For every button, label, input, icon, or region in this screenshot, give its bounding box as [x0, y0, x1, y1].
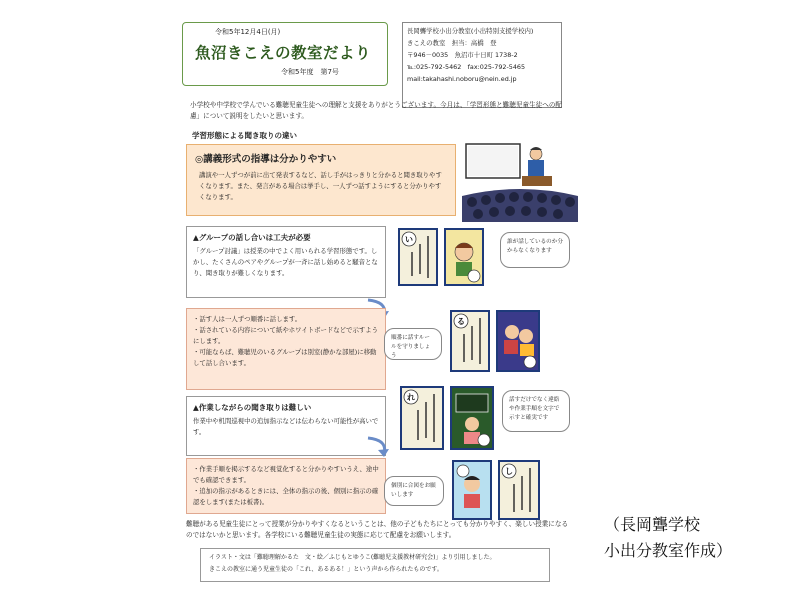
- karuta-picture-card: [450, 386, 494, 450]
- info-line: 〒946－0035 魚沼市十日町 1738-2: [407, 51, 518, 59]
- author-line: （長岡聾学校: [604, 515, 701, 534]
- group-text: 「グループ討議」は授業の中でよく用いられる学習形態です。しかし、たくさんのペアやグループが一斉に話し始めると騒音となり、聞き取りが難しくなります。: [193, 247, 378, 277]
- author-line: 小出分教室作成）: [604, 541, 733, 560]
- credit-line: きこえの教室に通う児童生徒の「これ、あるある！」という声から作られたものです。: [209, 566, 443, 573]
- info-line: 長岡聾学校小出分教室(小出特別支援学校内): [407, 27, 534, 35]
- info-line: ℡:025-792-5462 fax:025-792-5465: [407, 63, 526, 71]
- issue-number: 令和5年度 第7号: [281, 68, 339, 76]
- credit-line: イラスト・文は「難聴理解かるた 文・絵／ふじもとゆうこ(難聴児支援教材研究会)」より引用しました。: [209, 554, 496, 561]
- newsletter-page: [170, 12, 580, 592]
- curved-arrow-icon: [366, 436, 392, 458]
- karuta-text-card: [498, 460, 540, 520]
- tip-item: ・話されている内容について紙やホワイトボードなどで示すようにします。: [193, 326, 379, 345]
- speech-bubble: 誰が話しているのか分からなくなります: [500, 232, 570, 268]
- card-kana: い: [405, 235, 413, 244]
- closing-paragraph: 難聴がある児童生徒にとって授業が分かりやすくなるということは、他の子どもたちにとっても分かりやすく、楽しい授業になるのではないかと思います。各学校にいる難聴児童生徒の実態に応じて配慮をお願いします。: [186, 520, 569, 539]
- card-kana-icon: [400, 230, 436, 284]
- tip-item: ・作業手順を掲示するなど視覚化すると分かりやすいうえ、途中でも確認できます。: [193, 465, 379, 484]
- author-caption: [604, 512, 732, 564]
- card-kana: し: [505, 467, 513, 476]
- group-heading: ▲グループの話し合いは工夫が必要: [193, 233, 311, 242]
- lecture-text: 講演や一人ずつが前に出て発表するなど、話し手がはっきりと分かると聞き取りやすくなります。また、発言がある場合は挙手し、一人ずつ話すようにすると分かりやすくなります。: [199, 171, 442, 201]
- issue-date: 令和5年12月4日(月): [215, 28, 281, 36]
- card-kana: る: [457, 317, 465, 326]
- lecture-heading: ◎講義形式の指導は分かりやすい: [195, 154, 337, 165]
- work-box: [186, 396, 386, 456]
- work-tips-box: [186, 458, 386, 514]
- karuta-text-card: [398, 228, 438, 286]
- tip-item: ・話す人は一人ずつ順番に話します。: [193, 315, 302, 323]
- speech-bubble: 話すだけでなく違絡や作業手順を文字で示すと確実です: [502, 390, 570, 432]
- karuta-text-card: [400, 386, 444, 450]
- tip-item: ・可能ならば、難聴児のいるグループは別室(静かな部屋)に移動して話し合います。: [193, 348, 377, 367]
- info-line: mail:takahashi.noboru@nein.ed.jp: [407, 75, 517, 83]
- card-kana: れ: [407, 393, 415, 402]
- karuta-picture-card: [496, 310, 540, 372]
- classroom-illustration: [462, 140, 578, 222]
- work-text: 作業中や机間巡視中の追加指示などは伝わらない可能性が高いです。: [193, 417, 379, 436]
- section-title: 学習形態による聞き取りの違い: [192, 131, 297, 140]
- group-box: [186, 226, 386, 298]
- work-heading: ▲作業しながらの聞き取りは難しい: [193, 403, 312, 412]
- newsletter-title: 魚沼きこえの教室だより: [195, 44, 372, 62]
- intro-paragraph: 小学校や中学校で学んでいる難聴児童生徒への理解と支援をありがとうございます。今月は、「学習形態と難聴児童生徒への配慮」について説明をしたいと思います。: [190, 101, 563, 120]
- karuta-picture-card: [452, 460, 492, 520]
- speech-bubble: 個別に合図をお願いします: [384, 476, 444, 506]
- karuta-text-card: [450, 310, 490, 372]
- tip-item: ・追加の指示があるときには、全体の指示の後、個別に指示の確認をします(または板書)。: [193, 487, 379, 506]
- group-tips-box: [186, 308, 386, 390]
- contact-info-box: [402, 22, 562, 108]
- title-box: [182, 22, 388, 86]
- lecture-box: [186, 144, 456, 216]
- speech-bubble: 順番に話すルールを守りましょう: [384, 328, 442, 360]
- credit-box: [200, 548, 550, 582]
- info-line: きこえの教室 担当：高橋 登: [407, 39, 497, 47]
- karuta-picture-card: [444, 228, 484, 286]
